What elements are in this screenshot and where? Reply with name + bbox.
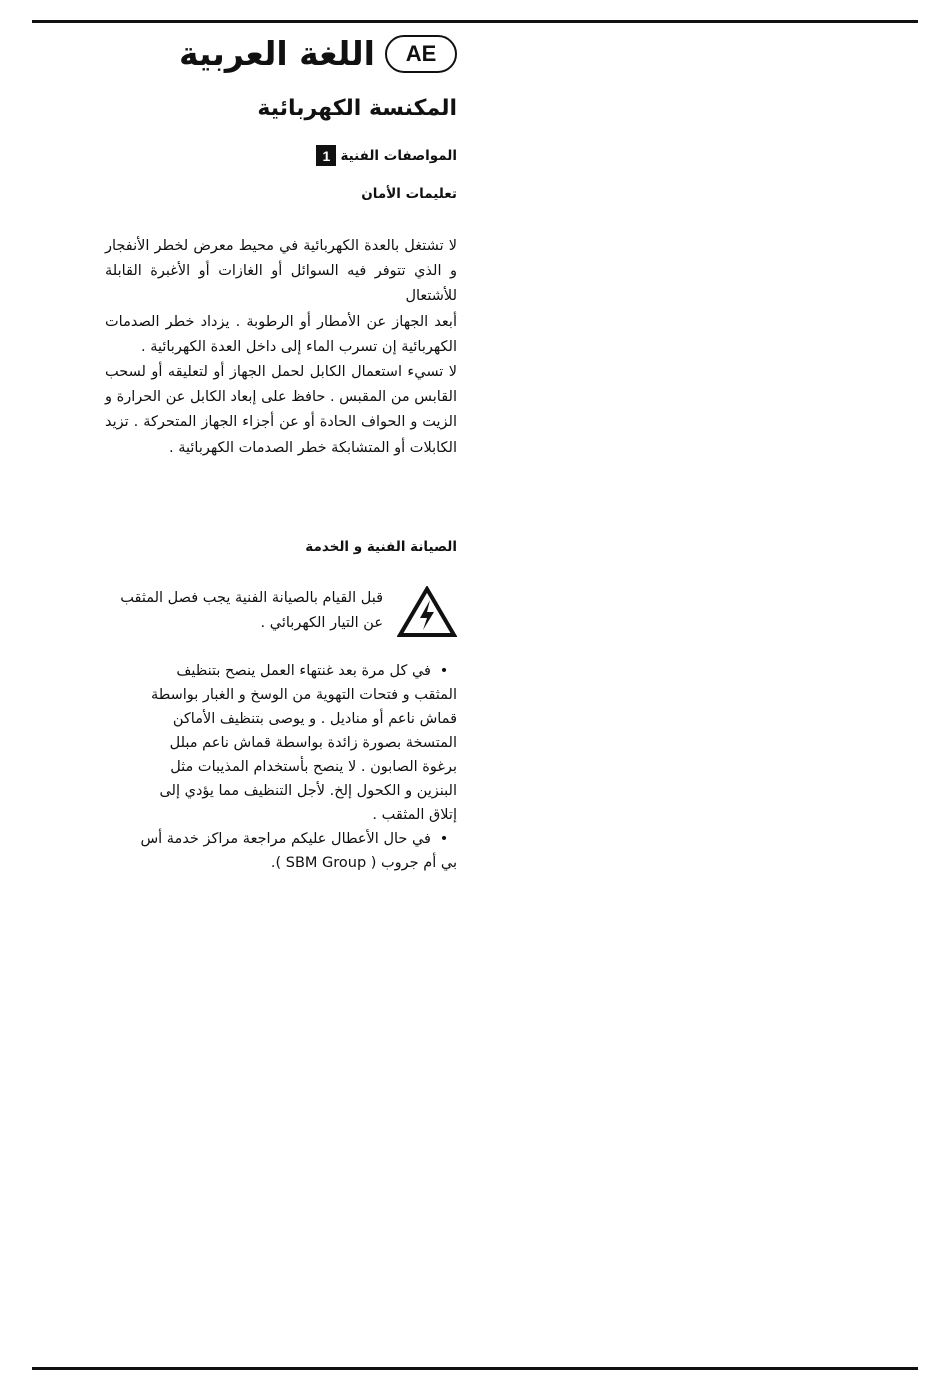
- list-item: [137, 827, 457, 875]
- language-code-badge: AE: [385, 35, 457, 73]
- bullet-text: في كل مرة بعد غنتهاء العمل ينصح بتنظيف المثقب و فتحات التهوية من الوسخ و الغبار بواسطة قماش ناعم أو مناديل . و يوصى بتنظيف الأماكن المتسخة بصورة زائدة بواسطة قماش ناعم مبلل برغوة الصابون . لا ينصح بأستخدام المذيبات مثل البنزين و الكحول إلخ. لأجل التنظيف مما يؤدي إلى إتلاق المثقب .: [150, 663, 457, 823]
- list-item: [137, 659, 457, 827]
- document-title: المكنسة الكهربائية: [257, 96, 457, 121]
- bottom-rule: [32, 1367, 918, 1370]
- safety-body: [105, 234, 457, 461]
- language-title: اللغة العربية: [178, 34, 375, 73]
- electric-shock-warning-icon: [397, 586, 457, 638]
- safety-heading: تعليمات الأمان: [361, 186, 457, 202]
- bullet-text: في حال الأعطال عليكم مراجعة مراكز خدمة أس بي أم جروب ( SBM Group ).: [140, 831, 457, 871]
- figure-number-badge: 1: [316, 145, 336, 166]
- spec-heading: [316, 145, 457, 166]
- safety-paragraph: أبعد الجهاز عن الأمطار أو الرطوبة . يزداد خطر الصدمات الكهربائية إن تسرب الماء إلى داخل العدة الكهربائية .: [105, 313, 457, 355]
- safety-paragraph: لا تشتغل بالعدة الكهربائية في محيط معرض لخطر الأنفجار و الذي تتوفر فيه السوائل أو الغازات أو الأغبرة القابلة للأشتعال: [105, 238, 457, 305]
- warning-notice: [105, 586, 457, 638]
- warning-text: قبل القيام بالصيانة الفنية يجب فصل المثقب عن التيار الكهربائي .: [120, 590, 383, 631]
- spec-heading-label: المواصفات الفنية: [340, 147, 457, 164]
- bullet-mark: •: [439, 663, 449, 679]
- maintenance-bullet-list: [137, 659, 457, 875]
- safety-paragraph: لا تسيء استعمال الكابل لحمل الجهاز أو لتعليقه أو لسحب القابس من المقبس . حافظ على إبعاد الكابل عن الحرارة و الزيت و الحواف الحادة أو عن أجزاء الجهاز المتحركة . تزيد الكابلات أو المتشابكة خطر الصدمات الكهربائية .: [105, 364, 457, 456]
- bullet-mark: •: [439, 831, 449, 847]
- top-rule: [32, 20, 918, 23]
- language-header: [179, 34, 457, 73]
- maintenance-heading: الصيانة الفنية و الخدمة: [305, 539, 457, 555]
